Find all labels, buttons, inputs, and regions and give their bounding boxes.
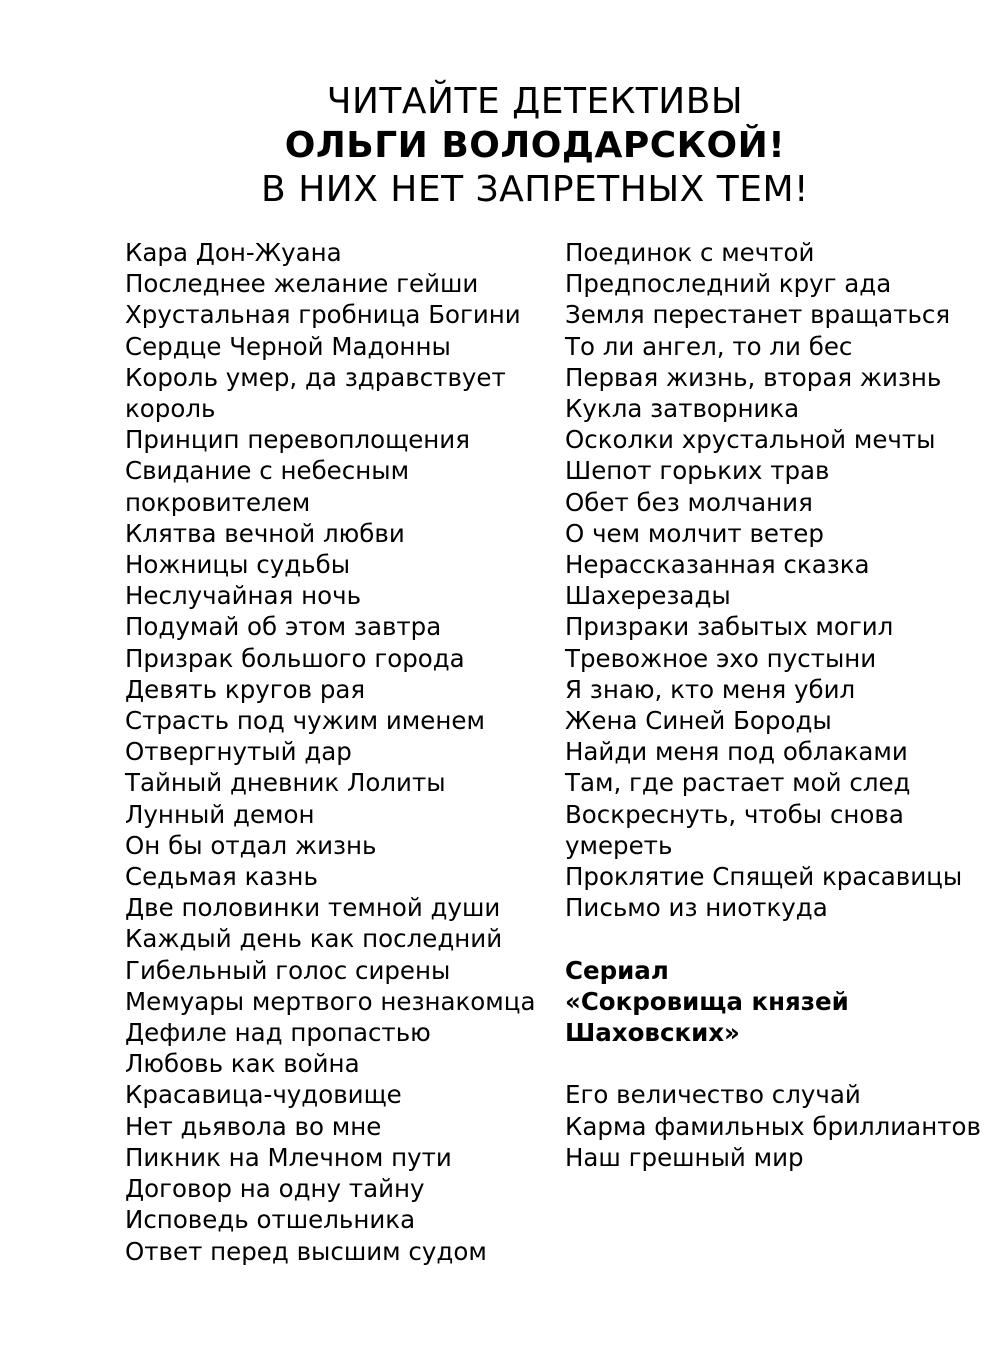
book-title: Мемуары мертвого незнакомца [125,986,536,1016]
series-book-list [565,1079,985,1173]
book-title: Найди меня под облаками [565,737,908,767]
book-title: Ответ перед высшим судом [125,1236,487,1266]
book-title: Он бы отдал жизнь [125,830,377,860]
book-title: Отвергнутый дар [125,737,352,767]
series-title-line-3: Шаховских» [565,1018,740,1048]
book-title: Седьмая казнь [125,862,318,892]
series-title-line-2: «Сокровища князей [565,986,849,1016]
book-title: Последнее желание гейши [125,269,479,299]
book-title: Карма фамильных бриллиантов [565,1111,981,1141]
book-title: Клятва вечной любви [125,518,405,548]
book-title: Там, где растает мой след [565,768,911,798]
book-title: Хрустальная гробница Богини [125,300,521,330]
book-title: Обет без молчания [565,487,813,517]
header-author-name: ОЛЬГИ ВОЛОДАРСКОЙ! [284,125,786,166]
book-title: Нерассказанная сказка Шахерезады [565,550,870,611]
book-title: Принцип перевоплощения [125,425,470,455]
book-title: Жена Синей Бороды [565,706,832,736]
book-title: Призрак большого города [125,643,465,673]
book-title: Кукла затворника [565,394,800,424]
book-title: Лунный демон [125,799,315,829]
book-title: Его величество случай [565,1080,861,1110]
book-title: Воскреснуть, чтобы снова умереть [565,799,904,860]
left-book-list [125,237,545,1267]
book-title: О чем молчит ветер [565,518,824,548]
header-line-1: ЧИТАЙТЕ ДЕТЕКТИВЫ [326,81,744,122]
book-title: Дефиле над пропастью [125,1018,431,1048]
book-title: Исповедь отшельника [125,1205,416,1235]
right-column [565,237,985,1173]
right-book-list [565,237,985,923]
book-title: Свидание с небесным покровителем [125,456,410,517]
book-title: Призраки забытых могил [565,612,894,642]
book-title: Наш грешный мир [565,1142,804,1172]
book-title: Шепот горьких трав [565,456,830,486]
book-title: Красавица-чудовище [125,1080,402,1110]
book-title: Пикник на Млечном пути [125,1142,452,1172]
book-title: Первая жизнь, вторая жизнь [565,362,942,392]
book-title: Я знаю, кто меня убил [565,674,856,704]
book-title: Договор на одну тайну [125,1174,425,1204]
page-header [0,80,1000,212]
book-title: Письмо из ниоткуда [565,893,828,923]
series-title-line-1: Сериал [565,955,669,985]
book-title: Осколки хрустальной мечты [565,425,936,455]
book-title: То ли ангел, то ли бес [565,331,853,361]
book-title: Подумай об этом завтра [125,612,442,642]
book-title: Девять кругов рая [125,674,366,704]
book-title: Сердце Черной Мадонны [125,331,451,361]
book-title: Король умер, да здравствует король [125,362,506,424]
book-title: Ножницы судьбы [125,550,351,580]
book-title: Кара Дон-Жуана [125,238,342,267]
book-title: Тайный дневник Лолиты [125,768,446,798]
series-title [565,955,985,1049]
book-title: Нет дьявола во мне [125,1111,382,1141]
book-title: Тревожное эхо пустыни [565,643,877,673]
book-title: Неслучайная ночь [125,581,362,611]
book-title: Предпоследний круг ада [565,269,892,299]
book-title: Проклятие Спящей красавицы [565,862,963,892]
book-title: Две половинки темной души [125,893,501,923]
header-line-3: В НИХ НЕТ ЗАПРЕТНЫХ ТЕМ! [261,169,809,210]
book-title: Поединок с мечтой [565,238,815,267]
book-title: Каждый день как последний [125,924,503,954]
book-title: Земля перестанет вращаться [565,300,951,330]
book-title: Любовь как война [125,1049,360,1079]
book-title: Гибельный голос сирены [125,955,451,985]
book-title: Страсть под чужим именем [125,706,485,736]
